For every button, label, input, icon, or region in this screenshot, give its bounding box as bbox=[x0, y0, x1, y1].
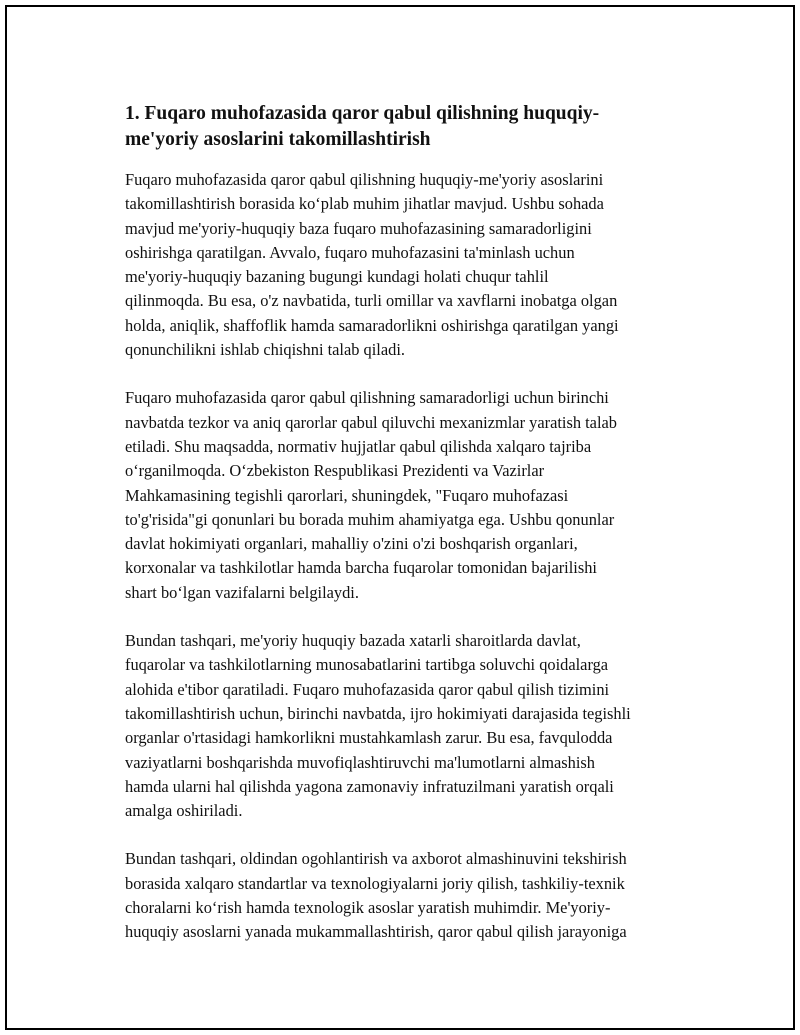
paragraph-4: Bundan tashqari, oldindan ogohlantirish va axborot almashinuvini tekshirish borasida xalqaro standartlar va texnologiyalarni joriy qilish, tashkiliy-texnik choralarni ko‘rish hamda texnologik asoslar yaratish muhimdir. Me'yoriy- huquqiy asoslarni yanada mukammallashtirish, qaror qabul qilish jarayoniga bbox=[125, 849, 627, 942]
paragraph-3: Bundan tashqari, me'yoriy huquqiy bazada xatarli sharoitlarda davlat, fuqarolar va tashkilotlarning munosabatlarini tartibga soluvchi qoidalarga alohida e'tibor qaratiladi. Fuqaro muhofazasida qaror qabul qilish tizimini takomillashtirish uchun, birinchi navbatda, ijro hokimiyati darajasida tegishli organlar o'rtasidagi hamkorlikni mustahkamlash zarur. Bu esa, favqulodda vaziyatlarni boshqarishda muvofiqlashtiruvchi ma'lumotlarni almashish hamda ularni hal qilishda yagona zamonaviy infratuzilmani yaratish orqali amalga oshiriladi. bbox=[125, 631, 631, 821]
section-heading: 1. Fuqaro muhofazasida qaror qabul qilishning huquqiy- me'yoriy asoslarini takomillashtirish bbox=[125, 103, 600, 150]
paragraph-2: Fuqaro muhofazasida qaror qabul qilishning samaradorligi uchun birinchi navbatda tezkor va aniq qarorlar qabul qiluvchi mexanizmlar yaratish talab etiladi. Shu maqsadda, normativ hujjatlar qabul qilishda xalqaro tajriba o‘rganilmoqda. O‘zbekiston Respublikasi Prezidenti va Vazirlar Mahkamasining tegishli qarorlari, shuningdek, "Fuqaro muhofazasi to'g'risida"gi qonunlari bu borada muhim ahamiyatga ega. Ushbu qonunlar davlat hokimiyati organlari, mahalliy o'zini o'zi boshqarish organlari, korxonalar va tashkilotlar hamda barcha fuqarolar tomonidan bajarilishi shart bo‘lgan vazifalarni belgilaydi. bbox=[125, 388, 617, 602]
document-body bbox=[125, 101, 697, 969]
page-frame bbox=[5, 5, 795, 1030]
paragraph-1: Fuqaro muhofazasida qaror qabul qilishning huquqiy-me'yoriy asoslarini takomillashtirish borasida ko‘plab muhim jihatlar mavjud. Ushbu sohada mavjud me'yoriy-huquqiy baza fuqaro muhofazasining samaradorligini oshirishga qaratilgan. Avvalo, fuqaro muhofazasini ta'minlash uchun me'yoriy-huquqiy bazaning bugungi kundagi holati chuqur tahlil qilinmoqda. Bu esa, o'z navbatida, turli omillar va xavflarni inobatga olgan holda, aniqlik, shaffoflik hamda samaradorlikni oshirishga qaratilgan yangi qonunchilikni ishlab chiqishni talab qiladi. bbox=[125, 170, 619, 360]
